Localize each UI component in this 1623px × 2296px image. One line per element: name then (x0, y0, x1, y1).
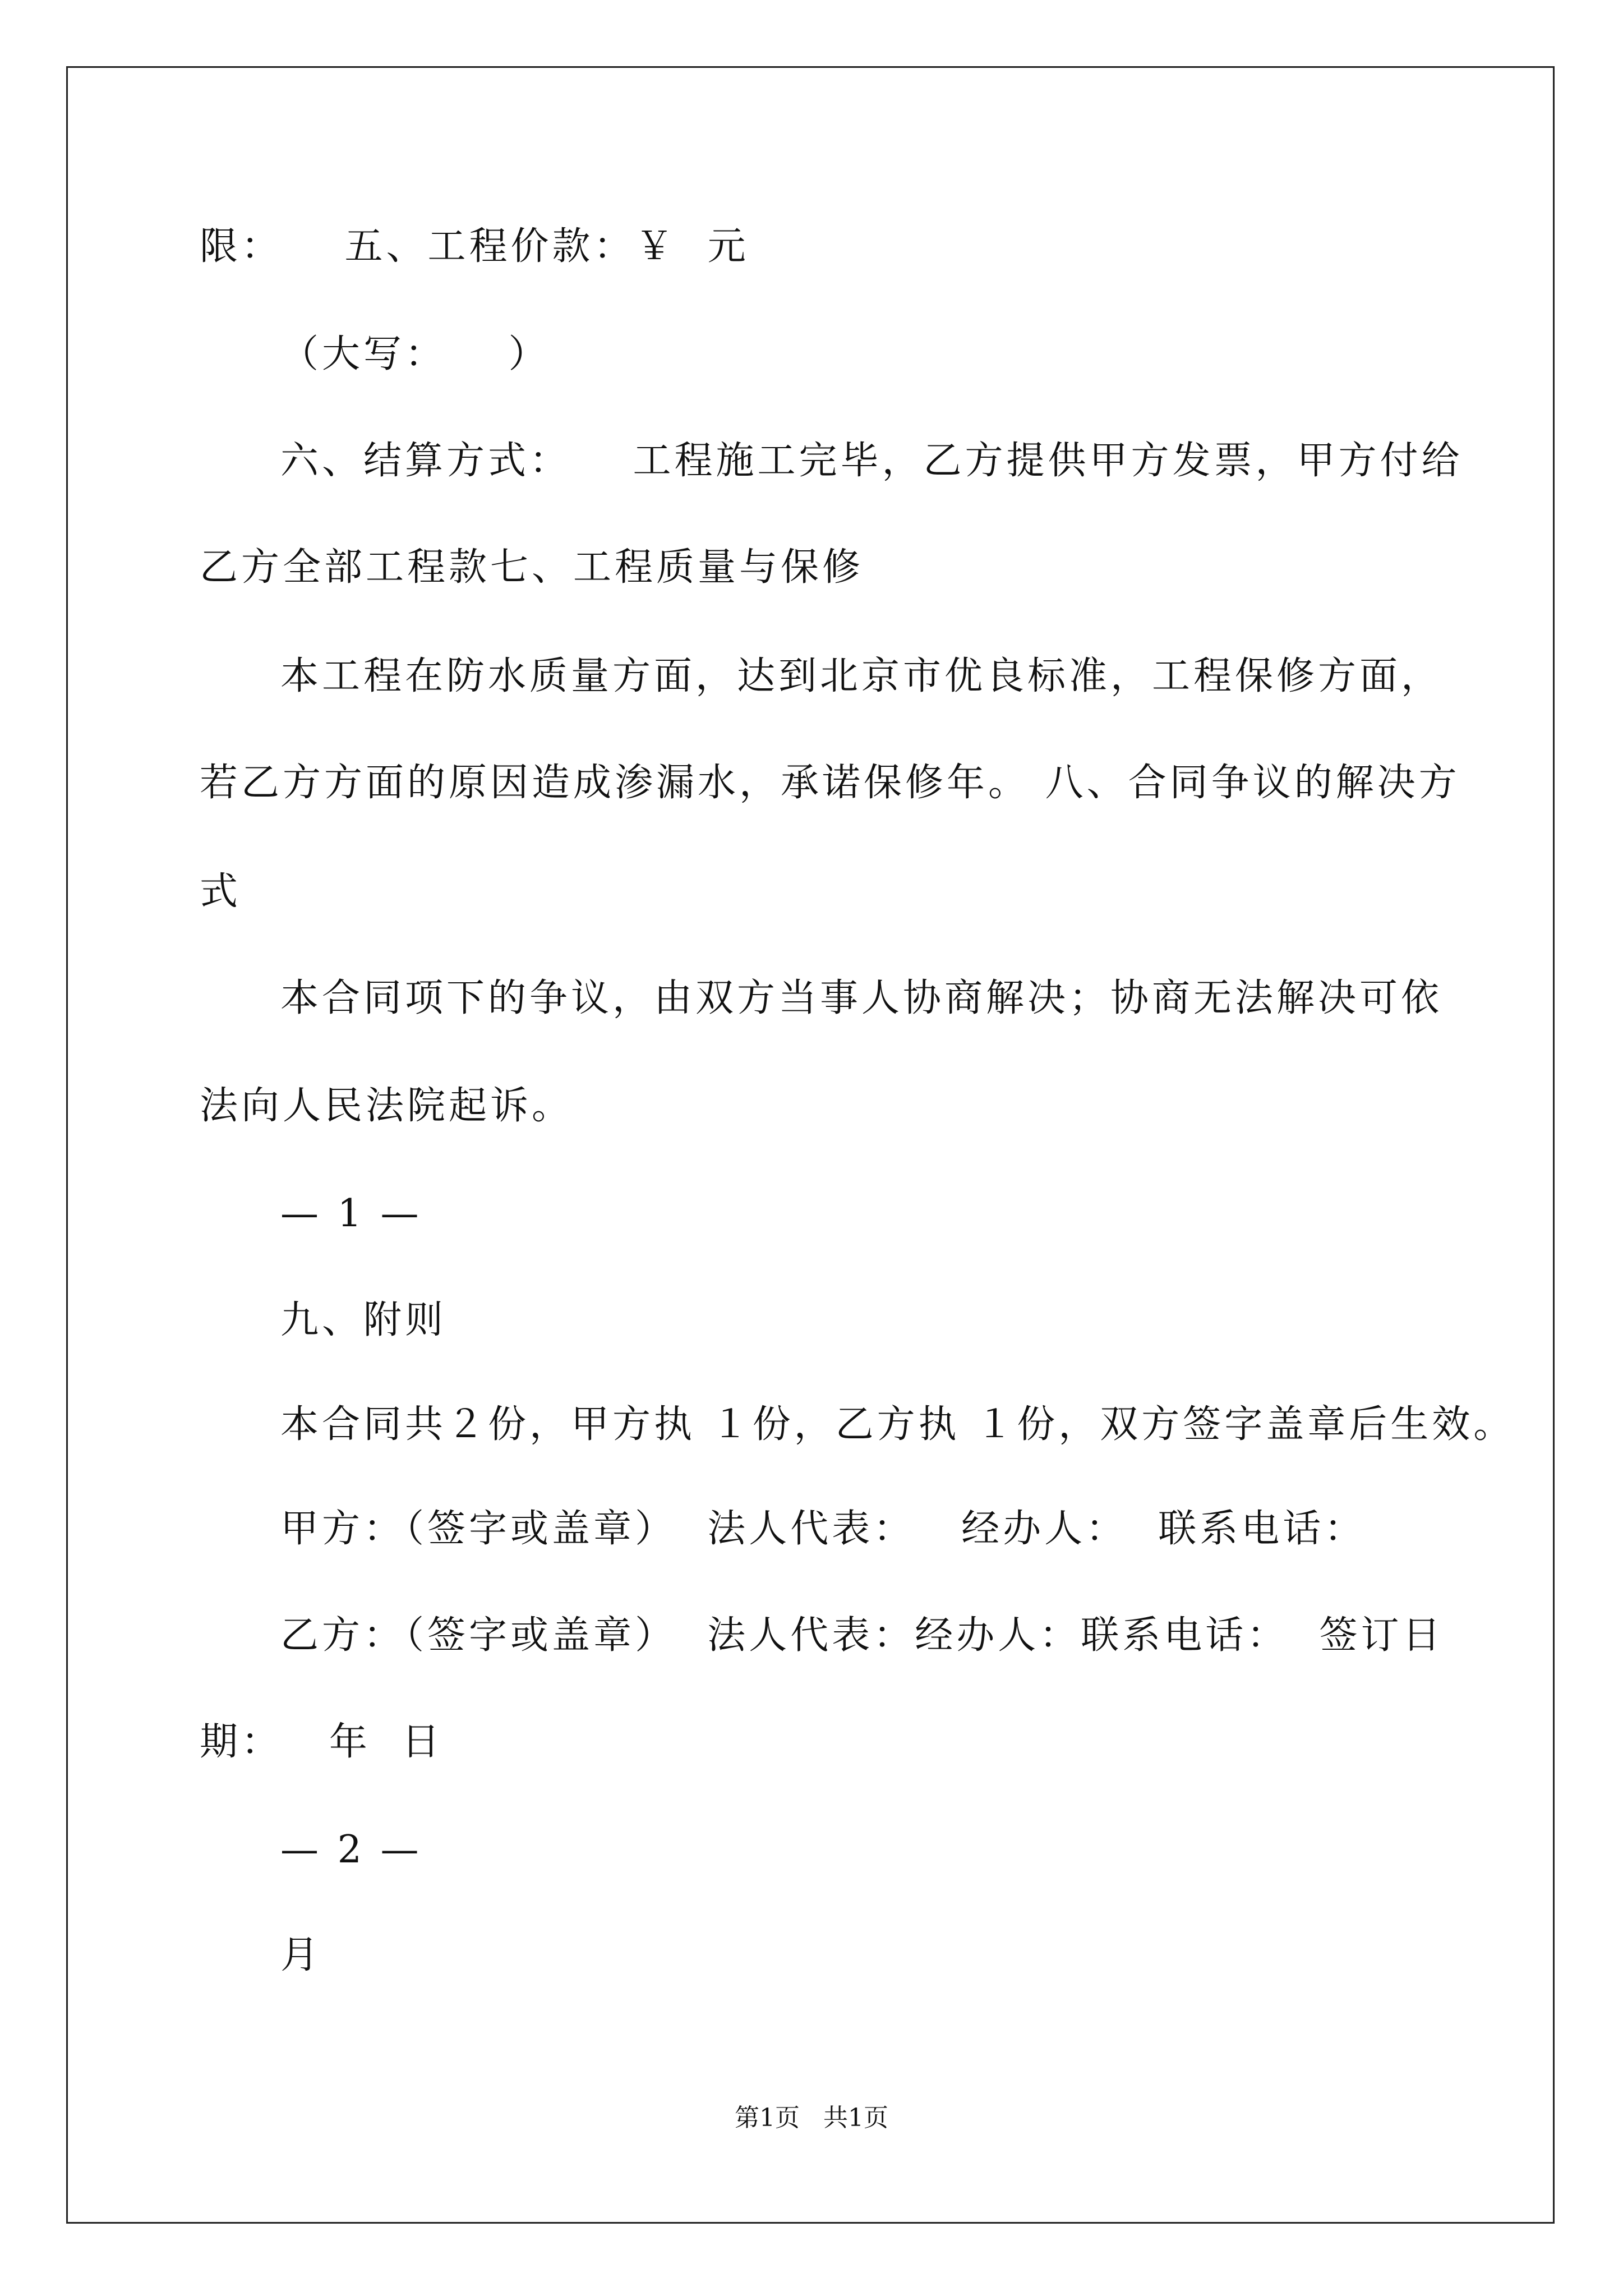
text-line: 法向人民法院起诉。 (200, 1084, 574, 1128)
signature-line-party-a: 甲方：（签字或盖章） 法人代表： 经办人： 联系电话： (280, 1507, 1366, 1551)
text-line: 月 (280, 1933, 322, 1977)
text-line: 乙方全部工程款七、工程质量与保修 (200, 545, 864, 590)
text-line: 本合同项下的争议，由双方当事人协商解决；协商无法解决可依 (280, 976, 1443, 1020)
text-line: 六、结算方式： 工程施工完毕，乙方提供甲方发票，甲方付给 (280, 439, 1463, 483)
text-line: 若乙方方面的原因造成渗漏水，承诺保修年。 八、合同争议的解决方 (200, 761, 1460, 805)
text-line: 本合同共２份，甲方执 １份，乙方执 １份，双方签字盖章后生效。 (280, 1402, 1515, 1447)
text-line: 限： 五、工程价款：￥ 元 (200, 224, 749, 269)
date-line: 期： 年 日 (200, 1720, 444, 1764)
page-number-marker: — 1 — (280, 1191, 422, 1236)
text-line: 式 (200, 869, 242, 914)
text-line: 本工程在防水质量方面，达到北京市优良标准，工程保修方面， (280, 654, 1443, 698)
section-heading: 九、附则 (280, 1298, 447, 1342)
page-number-marker: — 2 — (280, 1828, 422, 1872)
signature-line-party-b: 乙方：（签字或盖章） 法人代表：经办人：联系电话： 签订日 (280, 1613, 1444, 1658)
page-footer: 第1页 共1页 (735, 2104, 888, 2132)
page-border (66, 66, 1555, 2224)
text-line: （大写： ） (280, 332, 550, 376)
